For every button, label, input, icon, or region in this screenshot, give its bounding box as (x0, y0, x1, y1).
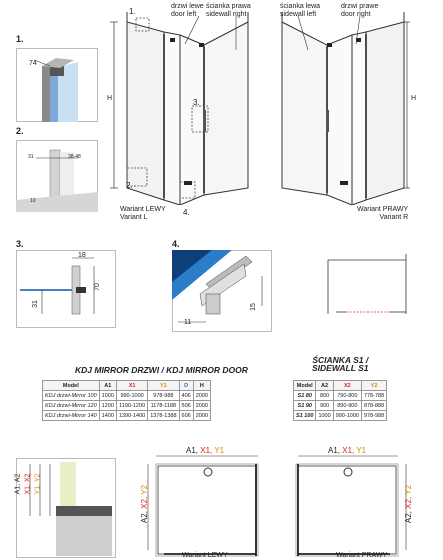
callout-3: 3. (193, 98, 200, 107)
detail-3-number: 3. (16, 239, 24, 249)
table-row (43, 411, 211, 421)
callout-1: 1. (129, 7, 136, 16)
variant-right-caption: Wariant PRAWY Variant R (357, 206, 409, 221)
detail-3-dim-31: 31 (31, 300, 39, 308)
enclosure-left-drawing (100, 0, 270, 205)
table2 (293, 380, 387, 421)
table-cell: S1 80 (294, 391, 316, 401)
detail-1-dim: 74 (29, 60, 37, 67)
variant-left-caption: Wariant LEWY Variant L (120, 206, 166, 221)
table2-header: Model (294, 381, 316, 391)
table-cell: 506 (179, 401, 193, 411)
table1-header: Model (43, 381, 100, 391)
table-cell: 1000 (99, 391, 116, 401)
table-cell: 790-800 (333, 391, 361, 401)
table2-header: A2 (316, 381, 333, 391)
table-cell: 978-988 (361, 411, 386, 421)
table-row (43, 401, 211, 411)
callout-4: 4. (183, 208, 190, 217)
table-row (294, 411, 387, 421)
door-right-label: drzwi prawe door right (341, 3, 379, 18)
sidewall-left-label: ścianka lewa sidewall left (280, 3, 321, 18)
height-label-left: H (107, 95, 113, 102)
wall-dim-y: Y1, Y2 (34, 473, 42, 495)
callout-2: 2. (126, 181, 133, 190)
detail-3-dim-70: 70 (93, 283, 101, 291)
table-row (294, 401, 387, 411)
detail-2-dim-a: 31 (28, 154, 34, 160)
table2-title: ŚCIANKA S1 / SIDEWALL S1 (312, 355, 369, 373)
plan-left-drawing (144, 450, 270, 560)
table-cell: S1 90 (294, 401, 316, 411)
table-cell: KDJ drzwi-Mirror 120 (43, 401, 100, 411)
table-cell: 900 (316, 401, 333, 411)
detail-4-dim-11: 11 (184, 319, 192, 326)
plan-right-dim-side: A2, X2, Y2 (404, 484, 414, 524)
wall-dim-x: X1, X2 (24, 473, 32, 495)
table1-header-row (43, 381, 211, 391)
table-cell: 1390-1400 (116, 411, 147, 421)
table-row (294, 391, 387, 401)
table2-header: X2 (333, 381, 361, 391)
door-left-label: drzwi lewe door left (171, 3, 204, 18)
table-cell: KDJ drzwi-Mirror 100 (43, 391, 100, 401)
table-cell: 1400 (99, 411, 116, 421)
enclosure-right-drawing (270, 0, 410, 205)
plan-left-caption: Wariant LEWY (182, 552, 228, 559)
table1-title: KDJ MIRROR DRZWI / KDJ MIRROR DOOR (75, 365, 248, 375)
table-cell: 990-1000 (333, 411, 361, 421)
detail-2-drawing (16, 140, 98, 212)
detail-2-dim-c: 10 (30, 198, 36, 204)
wall-dim-a: A1, A2 (14, 473, 22, 495)
plan-left-dim-top: A1, X1, Y1 (186, 446, 225, 455)
table-cell: 1378-1388 (148, 411, 179, 421)
table2-header: Y2 (361, 381, 386, 391)
table-cell: 1200 (99, 401, 116, 411)
table-cell: 990-1000 (116, 391, 147, 401)
table-cell: 778-788 (361, 391, 386, 401)
table-cell: 800 (316, 391, 333, 401)
table-cell: 878-888 (361, 401, 386, 411)
detail-1-number: 1. (16, 34, 24, 44)
table1-header: X1 (116, 381, 147, 391)
table-row (43, 391, 211, 401)
table-cell: 606 (179, 411, 193, 421)
table-cell: 1000 (316, 411, 333, 421)
detail-4-number: 4. (172, 239, 180, 249)
table-cell: S1 100 (294, 411, 316, 421)
table1 (42, 380, 211, 421)
table-cell: 1178-1188 (148, 401, 179, 411)
table-cell: 2000 (193, 401, 210, 411)
table2-header-row (294, 381, 387, 391)
table-cell: 2000 (193, 411, 210, 421)
table1-header: Y1 (148, 381, 179, 391)
table-cell: 890-900 (333, 401, 361, 411)
plan-left-dim-side: A2, X2, Y2 (140, 484, 150, 524)
detail-2-number: 2. (16, 126, 24, 136)
table1-header: A1 (99, 381, 116, 391)
table-cell: KDJ drzwi-Mirror 140 (43, 411, 100, 421)
table1-header: D (179, 381, 193, 391)
table-cell: 406 (179, 391, 193, 401)
plan-right-drawing (286, 450, 412, 560)
table1-header: H (193, 381, 210, 391)
detail-2-dim-b: 38-48 (68, 154, 81, 160)
table-cell: 1190-1200 (116, 401, 147, 411)
table-cell: 978-988 (148, 391, 179, 401)
detail-4-dim-15: 15 (249, 303, 257, 311)
plan-right-caption: Wariant PRAWY (336, 552, 388, 559)
height-label-right: H (411, 95, 417, 102)
plan-right-dim-top: A1, X1, Y1 (328, 446, 367, 455)
plan-sketch-drawing (316, 250, 424, 328)
table-cell: 2000 (193, 391, 210, 401)
sidewall-right-label: ścianka prawa sidewall right (206, 3, 251, 18)
detail-3-dim-18: 18 (78, 252, 86, 259)
